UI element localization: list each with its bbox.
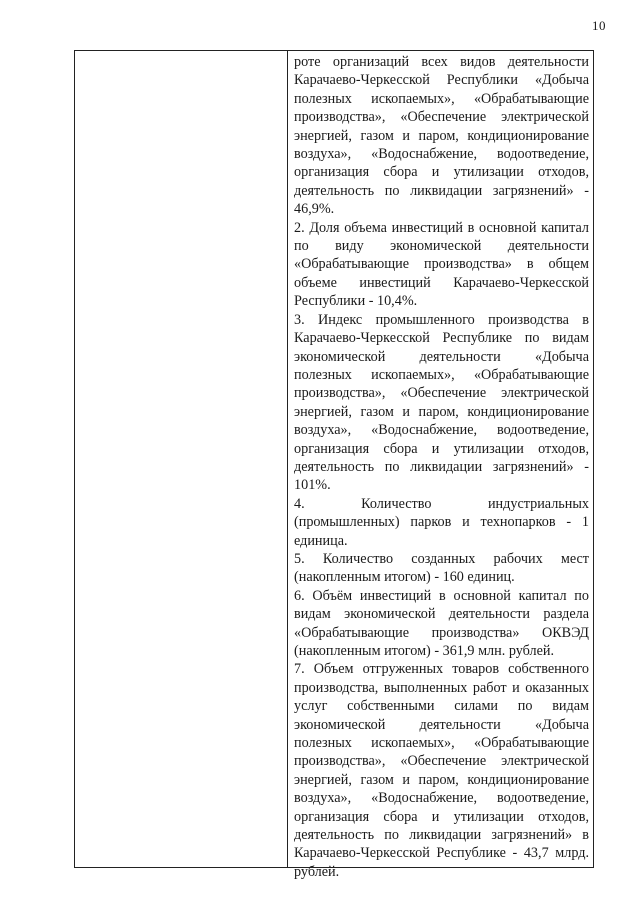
- document-table: [74, 50, 594, 880]
- table-cell-right: [288, 51, 593, 880]
- paragraph-item-4: 4. Количество индустриальных (промышленных) парков и технопарков - 1 единица.: [294, 495, 589, 549]
- paragraph-continuation: роте организаций всех видов деятельности Карачаево-Черкесской Республики «Добыча полезных ископаемых», «Обрабатывающие производства», «Обеспечение электрической энергией, газом и паром, кондиционирование воздуха», «Водоснабжение, водоотведение, организация сбора и утилизации отходов, деятельность по ликвидации загрязнений» - 46,9%.: [294, 54, 589, 218]
- table-cell-left: [75, 51, 288, 867]
- paragraph-item-2: 2. Доля объема инвестиций в основной капитал по виду экономической деятельности «Обрабатывающие производства» в общем объеме инвестиций Карачаево-Черкесской Республики - 10,4%.: [294, 219, 589, 310]
- paragraph-item-7: 7. Объем отгруженных товаров собственного производства, выполненных работ и оказанных услуг собственными силами по видам экономической деятельности «Добыча полезных ископаемых», «Обрабатывающие производства», «Обеспечение электрической энергией, газом и паром, кондиционирование воздуха», «Водоснабжение, водоотведение, организация сбора и утилизации отходов, деятельность по ликвидации загрязнений» в Карачаево-Черкесской Республике - 43,7 млрд. рублей.: [294, 661, 589, 880]
- paragraph-item-3: 3. Индекс промышленного производства в Карачаево-Черкесской Республике по видам экономической деятельности «Добыча полезных ископаемых», «Обрабатывающие производства», «Обеспечение электрической энергией, газом и паром, кондиционирование воздуха», «Водоснабжение, водоотведение, организация сбора и утилизации отходов, деятельность по ликвидации загрязнений» - 101%.: [294, 311, 589, 494]
- paragraph-item-5: 5. Количество созданных рабочих мест (накопленным итогом) - 160 единиц.: [294, 550, 589, 586]
- page-number: 10: [592, 18, 606, 33]
- paragraph-item-6: 6. Объём инвестиций в основной капитал по видам экономической деятельности раздела «Обрабатывающие производства» ОКВЭД (накопленным итогом) - 361,9 млн. рублей.: [294, 587, 589, 659]
